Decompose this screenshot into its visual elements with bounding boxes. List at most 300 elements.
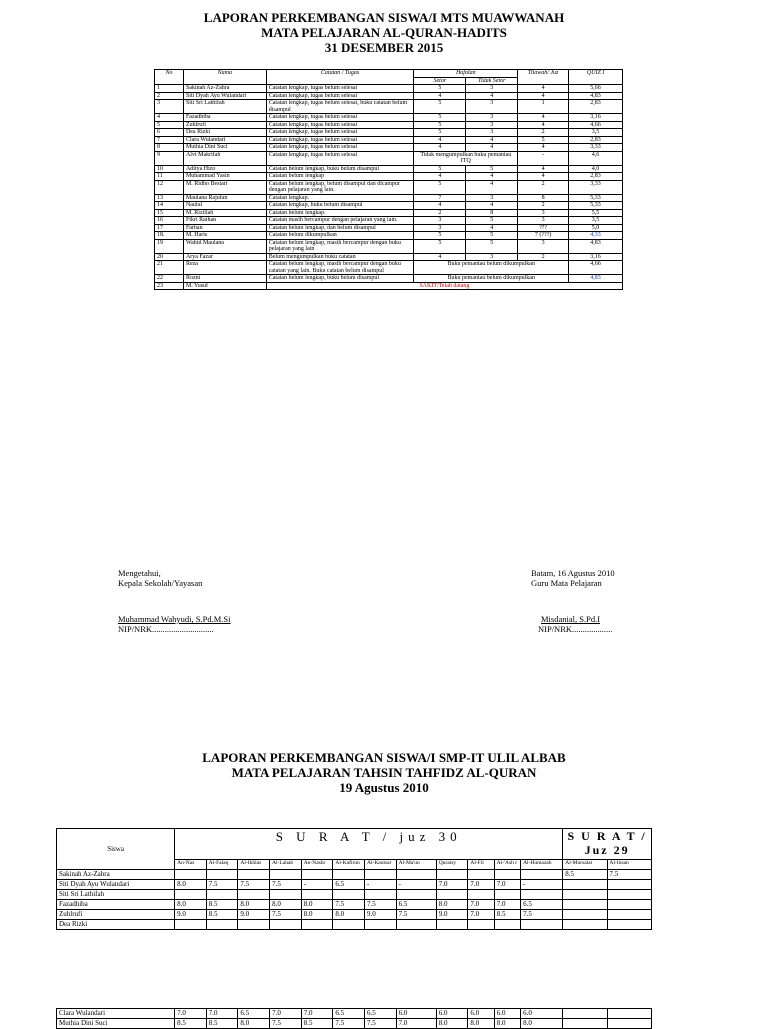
cell-score: [607, 890, 651, 900]
cell-score: [175, 890, 207, 900]
cell-juz: 2: [518, 129, 569, 137]
cell-score: 9.0: [364, 910, 396, 920]
cell-score: 8.0: [436, 900, 468, 910]
cell-score: [238, 920, 270, 930]
cell-quiz: 2,83: [569, 100, 623, 114]
header-no: No: [155, 70, 184, 85]
cell-nama: Maulana Rajulun: [183, 194, 266, 202]
cell-student-name: Clara Wulandari: [57, 1009, 175, 1019]
cell-score: [607, 880, 651, 890]
cell-catatan: Catatan lengkap, tugas belum selesai: [266, 136, 414, 144]
cell-score: [364, 890, 396, 900]
cell-score: [563, 880, 607, 890]
table-row: [57, 900, 652, 910]
cell-setor: 5: [414, 129, 466, 137]
cell-score: [270, 890, 302, 900]
cell-score: [206, 920, 238, 930]
cell-tidak-setor: 5: [466, 239, 518, 253]
header-surat-juz30: S U R A T / juz 30: [175, 829, 563, 860]
cell-nama: Naufal: [183, 202, 266, 210]
table-row: [155, 151, 623, 165]
cell-no: 14: [155, 202, 184, 210]
cell-score: [607, 920, 651, 930]
cell-score: [521, 920, 563, 930]
cell-score: 8.5: [301, 1019, 333, 1029]
cell-score: [607, 910, 651, 920]
report2-header-row: [57, 829, 652, 860]
column-header-surah: An-Nas: [175, 860, 207, 870]
column-header-surah: Al-Kafirun: [333, 860, 365, 870]
cell-nama: Aditya Hizo: [183, 165, 266, 173]
cell-tidak-setor: 4: [466, 180, 518, 194]
table-row: [155, 217, 623, 225]
cell-student-name: Fazadhiba: [57, 900, 175, 910]
cell-quiz: 5,33: [569, 202, 623, 210]
cell-score: [333, 890, 365, 900]
cell-score: [364, 870, 396, 880]
cell-no: 20: [155, 253, 184, 261]
cell-score: -: [521, 880, 563, 890]
cell-score: 8.5: [175, 1019, 207, 1029]
cell-no: 7: [155, 136, 184, 144]
header-siswa: Siswa: [57, 829, 175, 870]
cell-juz: ???: [518, 224, 569, 232]
cell-catatan: Catatan lengkap, tugas belum selesai: [266, 129, 414, 137]
cell-nama: Dea Rizki: [183, 129, 266, 137]
cell-score: 6.5: [396, 900, 436, 910]
cell-no: 3: [155, 100, 184, 114]
cell-no: 22: [155, 275, 184, 283]
cell-quiz: 4,83: [569, 239, 623, 253]
cell-score: 7.0: [301, 1009, 333, 1019]
table-row: [155, 100, 623, 114]
cell-no: 6: [155, 129, 184, 137]
cell-nama: Rozni: [183, 275, 266, 283]
table-row: [57, 1009, 652, 1019]
cell-score: [238, 870, 270, 880]
cell-score: [607, 900, 651, 910]
cell-student-name: Dea Rizki: [57, 920, 175, 930]
cell-juz: 3: [518, 217, 569, 225]
cell-tidak-setor: 3: [466, 129, 518, 137]
cell-quiz: 5,66: [569, 85, 623, 93]
report2-table-continued: [56, 1008, 652, 1029]
cell-setor: 2: [414, 209, 466, 217]
signature-left-nip: NIP/NRK.............................: [118, 624, 214, 634]
cell-score: 6.0: [396, 1009, 436, 1019]
cell-score: 7.5: [238, 880, 270, 890]
signature-right-nip: NIP/NRK...................: [538, 624, 613, 634]
cell-tidak-setor: 4: [466, 136, 518, 144]
cell-score: 6.5: [238, 1009, 270, 1019]
cell-score: 8.5: [563, 870, 607, 880]
cell-nama: M. Haris: [183, 232, 266, 240]
cell-quiz: 2,83: [569, 173, 623, 181]
cell-quiz: 2,83: [569, 136, 623, 144]
table-row: [155, 121, 623, 129]
column-header-surah: Al-Lahab: [270, 860, 302, 870]
cell-catatan: Catatan lengkap, tugas belum selesai: [266, 114, 414, 122]
cell-score: [607, 1009, 651, 1019]
table-row: [155, 209, 623, 217]
cell-score: 7.0: [270, 1009, 302, 1019]
cell-juz: 8: [518, 194, 569, 202]
table-row: [155, 275, 623, 283]
cell-catatan: Catatan lengkap, buku belum disampul: [266, 202, 414, 210]
cell-score: [175, 920, 207, 930]
cell-juz: 4: [518, 114, 569, 122]
cell-juz: 4: [518, 85, 569, 93]
cell-no: 2: [155, 92, 184, 100]
table-row: [155, 92, 623, 100]
cell-no: 13: [155, 194, 184, 202]
cell-score: 8.5: [206, 1019, 238, 1029]
cell-no: 21: [155, 261, 184, 275]
cell-score: [494, 920, 520, 930]
cell-score: 7.0: [468, 910, 494, 920]
report2-title-line-2: MATA PELAJARAN TAHSIN TAHFIDZ AL-QURAN: [231, 765, 537, 780]
cell-juz: 4: [518, 173, 569, 181]
cell-score: 8.0: [175, 900, 207, 910]
cell-score: 8.5: [494, 910, 520, 920]
cell-score: [364, 920, 396, 930]
cell-score: 7.5: [333, 1019, 365, 1029]
cell-juz: 4: [518, 144, 569, 152]
report1-title-line-2: MATA PELAJARAN AL-QURAN-HADITS: [261, 25, 507, 40]
cell-quiz: 4,33: [569, 232, 623, 240]
cell-nama: Arya Fazar: [183, 253, 266, 261]
cell-student-name: Siti Sri Lathifah: [57, 890, 175, 900]
cell-nama: M. Ridho Bestari: [183, 180, 266, 194]
cell-juz: 2: [518, 253, 569, 261]
cell-score: [396, 920, 436, 930]
cell-score: [396, 870, 436, 880]
signature-right-name: Misdanial, S.Pd.I: [541, 614, 601, 624]
cell-score: 8.0: [333, 910, 365, 920]
cell-catatan: Catatan belum lengkap, buku belum disampul: [266, 275, 414, 283]
cell-catatan: Belum mengumpulkan buku catatan: [266, 253, 414, 261]
cell-quiz: 3,5: [569, 129, 623, 137]
cell-score: [301, 870, 333, 880]
table-row: [57, 880, 652, 890]
cell-juz: 1: [518, 100, 569, 114]
cell-setor: 4: [414, 202, 466, 210]
cell-setor: 4: [414, 253, 466, 261]
cell-score: [563, 900, 607, 910]
cell-tidak-setor: 3: [466, 114, 518, 122]
cell-score: [563, 1009, 607, 1019]
cell-nama: M. Rizillah: [183, 209, 266, 217]
cell-juz: 2: [518, 180, 569, 194]
cell-score: 8.5: [206, 910, 238, 920]
cell-score: 8.0: [494, 1019, 520, 1029]
cell-score: 6.5: [364, 1009, 396, 1019]
cell-tidak-setor: 5: [466, 165, 518, 173]
cell-tidak-setor: 5: [466, 232, 518, 240]
cell-score: [468, 870, 494, 880]
cell-score: 7.5: [270, 1019, 302, 1029]
cell-no: 4: [155, 114, 184, 122]
cell-nama: Zuhlrufi: [183, 121, 266, 129]
cell-score: 8.0: [301, 900, 333, 910]
cell-no: 23: [155, 282, 184, 290]
cell-score: [468, 890, 494, 900]
cell-catatan: Catatan lengkap.: [266, 194, 414, 202]
cell-score: 7.5: [206, 880, 238, 890]
cell-setor: 4: [414, 92, 466, 100]
cell-tidak-setor: 4: [466, 173, 518, 181]
cell-score: 7.5: [364, 1019, 396, 1029]
column-header-surah: Al-Ma'un: [396, 860, 436, 870]
cell-catatan: Catatan belum lengkap, buku belum disampul: [266, 165, 414, 173]
report2-table: [56, 828, 652, 930]
cell-no: 11: [155, 173, 184, 181]
cell-score: 7.0: [494, 900, 520, 910]
cell-setor: 4: [414, 144, 466, 152]
cell-tidak-setor: 3: [466, 194, 518, 202]
column-header-surah: Al-Humazah: [521, 860, 563, 870]
cell-score: [333, 870, 365, 880]
table-row: [57, 870, 652, 880]
table-row: [155, 282, 623, 290]
cell-setor: 4: [414, 136, 466, 144]
cell-catatan: Catatan lengkap, tugas belum selesai: [266, 85, 414, 93]
cell-quiz: 4,83: [569, 92, 623, 100]
cell-score: [206, 890, 238, 900]
table-row: [155, 194, 623, 202]
cell-score: 6.0: [521, 1009, 563, 1019]
column-header-surah: Al-Mursalat: [563, 860, 607, 870]
cell-setor: 5: [414, 114, 466, 122]
cell-quiz: 4,0: [569, 165, 623, 173]
cell-score: 7.5: [333, 900, 365, 910]
cell-quiz: 4,66: [569, 121, 623, 129]
cell-score: 6.0: [468, 1009, 494, 1019]
cell-quiz: 5,0: [569, 224, 623, 232]
cell-hafalan-note: Tidak mengumpulkan buku pemantau ITQ: [414, 151, 518, 165]
table-row: [155, 136, 623, 144]
cell-tidak-setor: 8: [466, 209, 518, 217]
cell-score: 8.0: [468, 1019, 494, 1029]
column-header-surah: Quraisy: [436, 860, 468, 870]
cell-nama: Fikri Raihan: [183, 217, 266, 225]
cell-score: 7.5: [396, 910, 436, 920]
cell-setor: 5: [414, 100, 466, 114]
header-nama: Nama: [183, 70, 266, 85]
cell-catatan: Catatan belum lengkap: [266, 173, 414, 181]
cell-quiz: 4,6: [569, 151, 623, 165]
table-row: [57, 920, 652, 930]
cell-quiz: 3,33: [569, 180, 623, 194]
cell-score: 7.0: [468, 900, 494, 910]
signature-left-line2: Kepala Sekolah/Yayasan: [118, 578, 203, 588]
table-row: [155, 85, 623, 93]
cell-score: [175, 870, 207, 880]
cell-score: 9.0: [436, 910, 468, 920]
cell-quiz: 3,16: [569, 114, 623, 122]
header-hafalan: Hafalan: [414, 70, 518, 78]
cell-nama: Siti Sri Lathifah: [183, 100, 266, 114]
cell-catatan: Catatan belum lengkap.: [266, 209, 414, 217]
cell-quiz: 3,5: [569, 217, 623, 225]
header-catatan: Catatan / Tugas: [266, 70, 414, 85]
cell-no: 8: [155, 144, 184, 152]
cell-score: [270, 920, 302, 930]
cell-no: 5: [155, 121, 184, 129]
cell-score: [436, 890, 468, 900]
cell-catatan: Catatan belum lengkap, dan belum disampul: [266, 224, 414, 232]
cell-score: -: [364, 880, 396, 890]
cell-score: 6.5: [333, 880, 365, 890]
cell-score: -: [396, 880, 436, 890]
cell-juz: 7 (???): [518, 232, 569, 240]
table-row: [155, 253, 623, 261]
cell-setor: 5: [414, 232, 466, 240]
cell-score: [436, 870, 468, 880]
cell-tidak-setor: 3: [466, 253, 518, 261]
cell-juz: 5: [518, 136, 569, 144]
cell-score: 7.0: [494, 880, 520, 890]
signature-left-name: Muhammad Wahyudi, S.Pd.M.Si: [118, 614, 231, 624]
cell-catatan: Catatan masih bercampur dengan pelajaran yang lain.: [266, 217, 414, 225]
cell-nama: M. Yusuf: [183, 282, 266, 290]
cell-score: 9.0: [175, 910, 207, 920]
cell-no: 15: [155, 209, 184, 217]
cell-score: [494, 890, 520, 900]
header-tilawah: Tilawah/ Juz: [518, 70, 569, 85]
header-quiz: QUIZ I: [569, 70, 623, 85]
signature-left-line1: Mengetahui,: [118, 568, 161, 578]
cell-score: 7.5: [521, 910, 563, 920]
cell-score: 8.0: [521, 1019, 563, 1029]
cell-nama: Farhan: [183, 224, 266, 232]
cell-score: 7.0: [436, 880, 468, 890]
cell-score: [238, 890, 270, 900]
cell-nama: Muthia Dini Suci: [183, 144, 266, 152]
cell-no: 17: [155, 224, 184, 232]
cell-setor: 3: [414, 224, 466, 232]
table-row: [57, 910, 652, 920]
cell-hafalan-note: Buku pemantau belum dikumpulkan: [414, 261, 569, 275]
column-header-surah: Al-Ikhlas: [238, 860, 270, 870]
report1-title-line-3: 31 DESEMBER 2015: [324, 40, 444, 55]
cell-setor: 5: [414, 239, 466, 253]
report1-title-line-1: LAPORAN PERKEMBANGAN SISWA/I MTS MUAWWANAH: [203, 10, 565, 25]
cell-quiz: 4,83: [569, 275, 623, 283]
table-row: [57, 890, 652, 900]
cell-score: [270, 870, 302, 880]
cell-juz: 4: [518, 121, 569, 129]
cell-score: 6.5: [521, 900, 563, 910]
cell-score: 8.0: [270, 900, 302, 910]
cell-setor: 4: [414, 173, 466, 181]
signature-right-line1: Batam, 16 Agustus 2010: [531, 568, 615, 578]
cell-catatan: Catatan lengkap, tugas belum selesai: [266, 144, 414, 152]
cell-score: [563, 920, 607, 930]
cell-score: [396, 890, 436, 900]
cell-quiz: 4,66: [569, 261, 623, 275]
header-surat-juz29: S U R A T / Juz 29: [563, 829, 652, 860]
cell-nama: Reza: [183, 261, 266, 275]
cell-juz: 2: [518, 202, 569, 210]
cell-setor: 5: [414, 165, 466, 173]
cell-no: 16: [155, 217, 184, 225]
cell-student-name: Zuhlrufi: [57, 910, 175, 920]
cell-nama: Fazadhiba: [183, 114, 266, 122]
column-header-surah: Al-Falaq: [206, 860, 238, 870]
table-row: [155, 165, 623, 173]
cell-nama: Sakinah Az-Zahra: [183, 85, 266, 93]
cell-tidak-setor: 3: [466, 121, 518, 129]
report1-header-row: [155, 70, 623, 78]
cell-juz: 3: [518, 209, 569, 217]
cell-score: [206, 870, 238, 880]
cell-nama: Alvi Makrifah: [183, 151, 266, 165]
cell-score: [563, 890, 607, 900]
cell-hafalan-note: Buku pemantau belum dikumpulkan: [414, 275, 569, 283]
cell-tidak-setor: 5: [466, 217, 518, 225]
cell-student-name: Sakinah Az-Zahra: [57, 870, 175, 880]
cell-catatan: Catatan lengkap, tugas belum selesai: [266, 92, 414, 100]
report1-table: [154, 69, 623, 290]
cell-tidak-setor: 4: [466, 224, 518, 232]
cell-tidak-setor: 3: [466, 85, 518, 93]
cell-juz: 4: [518, 92, 569, 100]
cell-score: 8.0: [175, 880, 207, 890]
cell-score: 7.5: [607, 870, 651, 880]
cell-score: 7.5: [270, 880, 302, 890]
cell-score: [563, 910, 607, 920]
cell-nama: Clara Wulandari: [183, 136, 266, 144]
cell-quiz: 5,33: [569, 194, 623, 202]
cell-juz: -: [518, 151, 569, 165]
cell-tidak-setor: 4: [466, 202, 518, 210]
cell-student-name: Siti Dyah Ayu Wulandari: [57, 880, 175, 890]
cell-catatan: Catatan belum lengkap, masih bercampur dengan buku catatan yang lain. Buku catatan belum disampul: [266, 261, 414, 275]
cell-student-name: Muthia Dini Suci: [57, 1019, 175, 1029]
header-tidak-setor: Tidak Setor: [466, 77, 518, 85]
cell-catatan: Catatan lengkap, tugas belum selesai: [266, 151, 414, 165]
cell-no: 18.: [155, 232, 184, 240]
cell-score: 7.0: [175, 1009, 207, 1019]
report2-title-line-1: LAPORAN PERKEMBANGAN SISWA/I SMP-IT ULIL ALBAB: [202, 750, 566, 765]
column-header-surah: Al-Fil: [468, 860, 494, 870]
column-header-surah: Al-'Ash r: [494, 860, 520, 870]
cell-score: [301, 890, 333, 900]
cell-score: 7.0: [396, 1019, 436, 1029]
cell-quiz: 3,16: [569, 253, 623, 261]
table-row: [155, 232, 623, 240]
cell-status: SAKIT/Telah datang: [266, 282, 622, 290]
cell-juz: 3: [518, 239, 569, 253]
cell-score: [521, 890, 563, 900]
cell-score: [436, 920, 468, 930]
table-row: [155, 224, 623, 232]
table-row: [155, 114, 623, 122]
cell-setor: 7: [414, 194, 466, 202]
cell-catatan: Catatan lengkap, tugas belum selesai: [266, 121, 414, 129]
cell-no: 19: [155, 239, 184, 253]
cell-catatan: Catatan belum lengkap, masih bercampur dengan buku pelajaran yang lain: [266, 239, 414, 253]
cell-score: 6.0: [436, 1009, 468, 1019]
cell-quiz: 3,33: [569, 144, 623, 152]
cell-score: 8.0: [436, 1019, 468, 1029]
cell-catatan: Catatan belum lengkap, belum disampul dan dicampur dengan pelajaran yang lain.: [266, 180, 414, 194]
cell-nama: Wahid Maulana: [183, 239, 266, 253]
table-row: [155, 173, 623, 181]
cell-no: 1: [155, 85, 184, 93]
cell-score: 6.5: [333, 1009, 365, 1019]
